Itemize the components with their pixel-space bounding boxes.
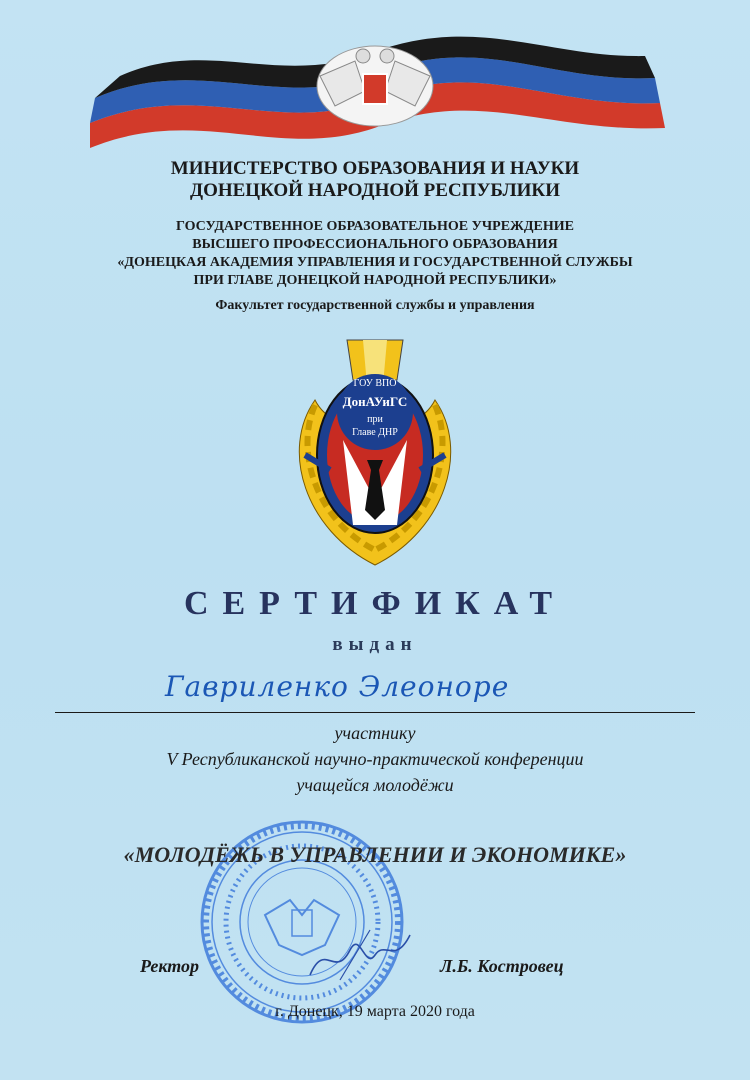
rector-signature-icon <box>300 920 420 990</box>
signatory-name: Л.Б. Костровец <box>440 956 564 976</box>
institution-line: ВЫСШЕГО ПРОФЕССИОНАЛЬНОГО ОБРАЗОВАНИЯ <box>192 237 558 252</box>
academy-emblem-icon <box>285 330 465 570</box>
conference-line: учащейся молодёжи <box>296 775 454 795</box>
conference-title: «МОЛОДЁЖЬ В УПРАВЛЕНИИ И ЭКОНОМИКЕ» <box>123 842 627 867</box>
dpr-flag-with-eagle-icon <box>80 28 670 148</box>
place-date: г. Донецк, 19 марта 2020 года <box>275 1003 475 1020</box>
emblem-bottom-text-1: при <box>367 414 383 425</box>
certificate-title: СЕРТИФИКАТ <box>183 585 567 622</box>
institution-line: «ДОНЕЦКАЯ АКАДЕМИЯ УПРАВЛЕНИЯ И ГОСУДАРСТВЕННОЙ СЛУЖБЫ <box>117 255 633 270</box>
signatory-label: Ректор <box>140 956 199 976</box>
institution-heading <box>0 218 750 290</box>
institution-line: ГОСУДАРСТВЕННОЕ ОБРАЗОВАТЕЛЬНОЕ УЧРЕЖДЕНИЕ <box>176 219 574 234</box>
institution-line: ПРИ ГЛАВЕ ДОНЕЦКОЙ НАРОДНОЙ РЕСПУБЛИКИ» <box>193 273 557 288</box>
issued-label: выдан <box>332 634 418 655</box>
recipient-name: Гавриленко Элеоноре <box>165 670 510 703</box>
ministry-line: МИНИСТЕРСТВО ОБРАЗОВАНИЯ И НАУКИ <box>170 158 580 179</box>
role-label: участнику <box>334 723 416 743</box>
faculty-name: Факультет государственной службы и управления <box>215 298 535 313</box>
emblem-top-text: ГОУ ВПО <box>353 378 397 389</box>
emblem-middle-text: ДонАУиГС <box>342 394 408 409</box>
recipient-underline <box>55 712 695 713</box>
emblem-bottom-text-2: Главе ДНР <box>352 427 398 438</box>
conference-line: V Республиканской научно-практической конференции <box>166 749 584 769</box>
ministry-heading <box>0 158 750 202</box>
ministry-line: ДОНЕЦКОЙ НАРОДНОЙ РЕСПУБЛИКИ <box>190 180 560 201</box>
